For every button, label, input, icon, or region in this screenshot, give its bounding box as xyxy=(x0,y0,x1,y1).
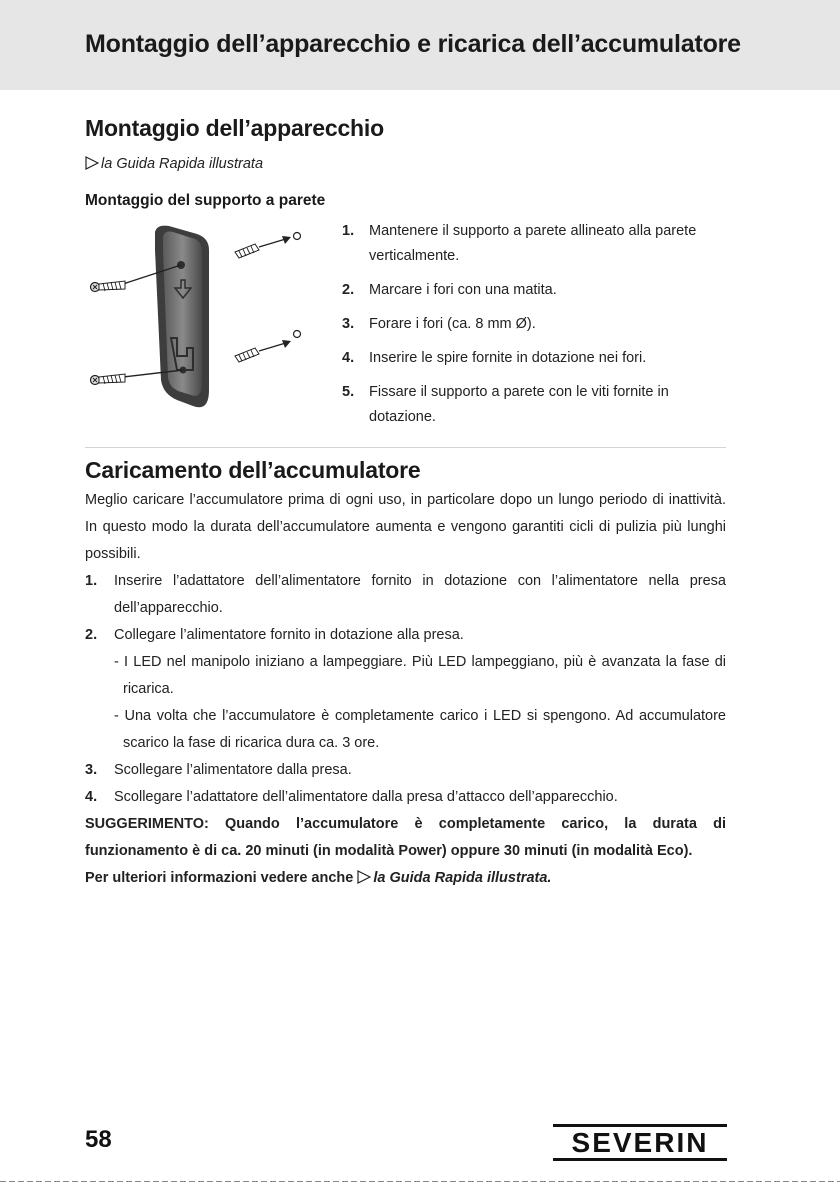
step-text: Inserire le spire fornite in dotazione nei fori. xyxy=(369,350,647,366)
quick-guide-reference xyxy=(85,156,263,172)
page-number: 58 xyxy=(85,1126,112,1153)
sub-list-item: - I LED nel manipolo iniziano a lampeggiare. Più LED lampeggiano, più è avanzata la fase di ricarica. xyxy=(114,654,726,697)
brand-text: SEVERIN xyxy=(571,1127,709,1158)
wall-plug-bottom-icon xyxy=(235,331,301,363)
more-info-text: Per ulteriori informazioni vedere anche xyxy=(85,870,354,886)
step-number: 4. xyxy=(85,789,98,805)
charging-intro: Meglio caricare l’accumulatore prima di ogni uso, in particolare dopo un lungo periodo di inattività. In questo modo la durata dell’accumulatore aumenta e vengono garantiti cicli di pulizia più lunghi possibili. xyxy=(85,492,726,562)
step-number: 3. xyxy=(342,316,355,332)
page-header-title: Montaggio dell’apparecchio e ricarica dell’accumulatore xyxy=(85,30,741,58)
step-number: 2. xyxy=(85,627,98,643)
list-item xyxy=(85,784,726,811)
list-item xyxy=(342,312,727,337)
step-number: 1. xyxy=(85,573,98,589)
wall-bracket-illustration xyxy=(85,220,320,420)
list-item xyxy=(342,278,727,303)
wall-plug-top-icon xyxy=(235,233,301,259)
sub-list-item: - Una volta che l’accumulatore è completamente carico i LED si spengono. Ad accumulatore scarico la fase di ricarica dura ca. 3 ore. xyxy=(114,708,726,751)
more-info-reference: la Guida Rapida illustrata. xyxy=(373,870,552,886)
step-text: Inserire l’adattatore dell’alimentatore fornito in dotazione con l’alimentatore nella presa dell’apparecchio. xyxy=(114,573,726,616)
screw-top-icon xyxy=(91,281,126,292)
step-text: Fissare il supporto a parete con le viti fornite in dotazione. xyxy=(369,384,669,425)
severin-logo xyxy=(553,1124,727,1164)
bottom-dashed-rule xyxy=(0,1181,840,1182)
section-divider xyxy=(85,447,726,448)
more-info-line xyxy=(85,865,726,892)
list-item xyxy=(85,568,726,622)
screw-bottom-icon xyxy=(91,374,126,385)
step-number: 4. xyxy=(342,350,355,366)
tip-note: SUGGERIMENTO: Quando l’accumulatore è completamente carico, la durata di funzionamento è di ca. 20 minuti (in modalità Power) oppure 30 minuti (in modalità Eco). xyxy=(85,816,726,859)
list-item xyxy=(85,622,726,649)
list-item xyxy=(342,219,727,269)
step-text: Mantenere il supporto a parete allineato alla parete verticalmente. xyxy=(369,223,697,264)
step-number: 3. xyxy=(85,762,98,778)
step-number: 5. xyxy=(342,384,355,400)
quick-guide-reference-text: la Guida Rapida illustrata xyxy=(101,156,264,172)
step-number: 2. xyxy=(342,282,355,298)
list-item xyxy=(85,757,726,784)
step-text: Scollegare l’adattatore dell’alimentatore dalla presa d’attacco dell’apparecchio. xyxy=(114,789,618,805)
triangle-right-icon xyxy=(85,156,99,170)
triangle-right-icon xyxy=(357,870,371,884)
subheading-wall-bracket: Montaggio del supporto a parete xyxy=(85,192,326,209)
mounting-steps-list xyxy=(342,219,727,439)
step-text: Marcare i fori con una matita. xyxy=(369,282,557,298)
section-heading-mounting: Montaggio dell’apparecchio xyxy=(85,115,384,141)
charging-body xyxy=(85,487,726,892)
step-number: 1. xyxy=(342,223,355,239)
step-text: Scollegare l’alimentatore dalla presa. xyxy=(114,762,352,778)
list-item xyxy=(342,346,727,371)
step-text: Forare i fori (ca. 8 mm Ø). xyxy=(369,316,536,332)
step-text: Collegare l’alimentatore fornito in dotazione alla presa. xyxy=(114,627,464,643)
section-heading-charging: Caricamento dell’accumulatore xyxy=(85,457,421,483)
list-item xyxy=(342,380,727,430)
